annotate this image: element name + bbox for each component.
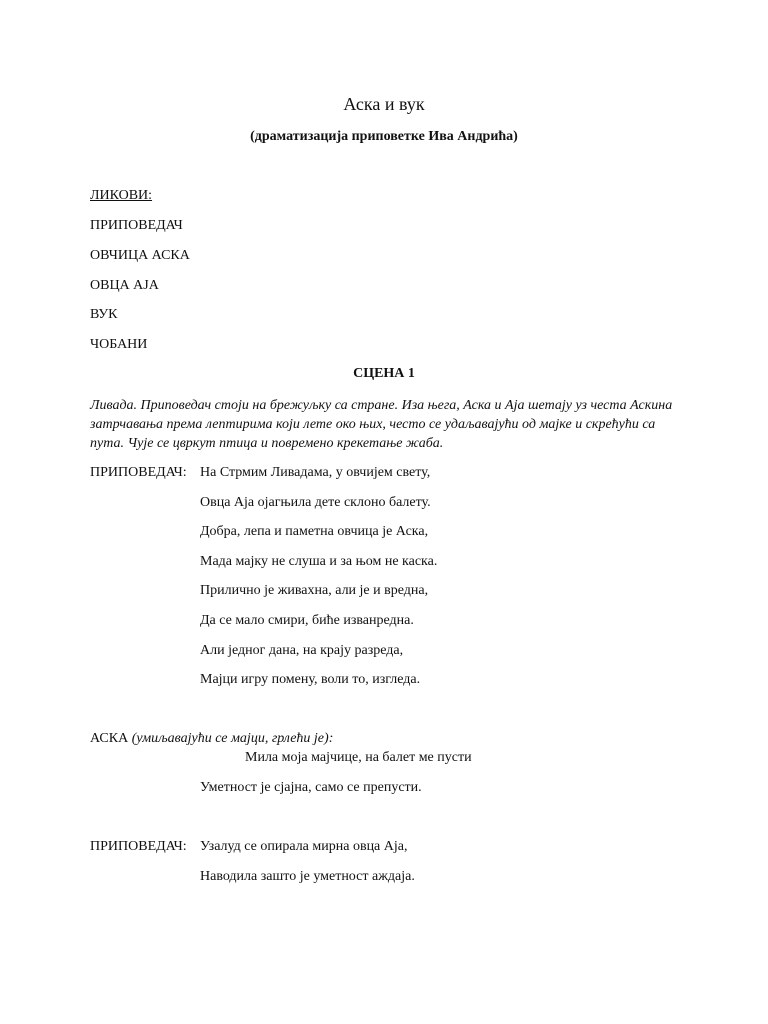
cast-item: ВУК [90, 307, 118, 322]
speaker-label: ПРИПОВЕДАЧ: [90, 465, 187, 480]
cast-heading: ЛИКОВИ: [90, 188, 153, 203]
verse-line: Добра, лепа и паметна овчица је Аска, [200, 524, 429, 539]
verse-line: Мила моја мајчице, на балет ме пусти [245, 750, 472, 765]
speaker-label: АСКА [90, 731, 129, 746]
verse-line: На Стрмим Ливадама, у овчијем свету, [200, 465, 431, 480]
verse-line: Мада мајку не слуша и за њом не каска. [200, 554, 438, 569]
verse-line: Уметност је сјајна, само се препусти. [200, 780, 422, 795]
cast-item: ОВЧИЦА АСКА [90, 248, 190, 263]
cast-item: ПРИПОВЕДАЧ [90, 218, 183, 233]
speaker-direction: (умиљавајући се мајци, грлећи је): [131, 731, 334, 746]
document-subtitle: (драматизација приповетке Ива Андрића) [250, 129, 518, 144]
speaker-label: ПРИПОВЕДАЧ: [90, 839, 187, 854]
cast-item: ЧОБАНИ [90, 337, 148, 352]
verse-line: Узалуд се опирала мирна овца Аја, [200, 839, 408, 854]
verse-line: Да се мало смири, биће изванредна. [200, 613, 414, 628]
verse-line: Прилично је живахна, али је и вредна, [200, 583, 429, 598]
speaker-line [90, 731, 333, 747]
scene-heading: СЦЕНА 1 [353, 366, 415, 381]
verse-line: Али једног дана, на крају разреда, [200, 643, 404, 658]
verse-line: Мајци игру помену, воли то, изгледа. [200, 672, 421, 687]
stage-direction: Ливада. Приповедач стоји на брежуљку са стране. Иза њега, Аска и Аја шетају уз честа Аскина затрчавања према лептирима који лете око њих, често се удаљавајући од мајке и скрећући са пута. Чује се цвркут птица и повремено крекетање жаба. [90, 398, 673, 451]
cast-item: ОВЦА АЈА [90, 278, 159, 293]
verse-line: Наводила зашто је уметност аждаја. [200, 869, 415, 884]
document-title: Аска и вук [343, 94, 425, 114]
verse-line: Овца Аја ојагњила дете склоно балету. [200, 495, 431, 510]
